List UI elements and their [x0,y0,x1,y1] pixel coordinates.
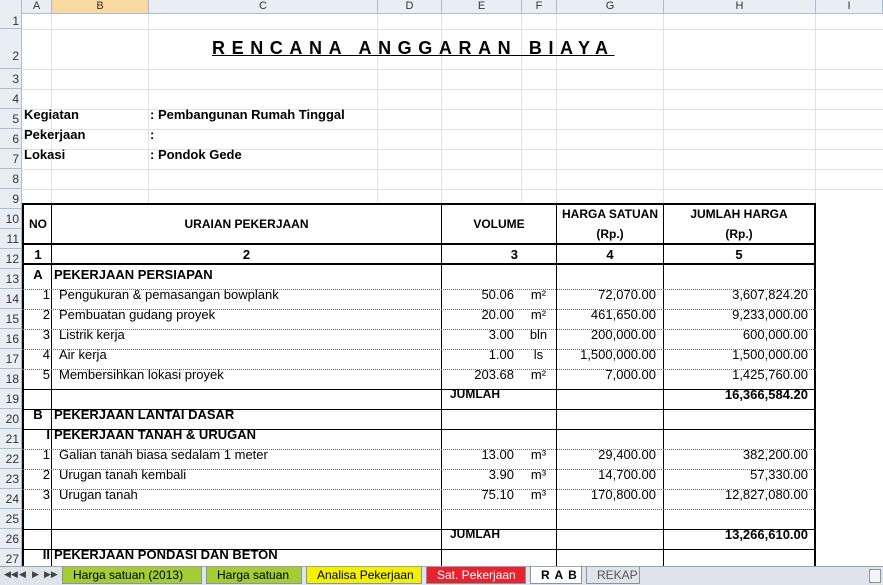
header-harga-satuan: HARGA SATUAN [562,207,658,221]
header-volume: VOLUME [473,217,525,231]
info-label-lokasi: Lokasi [24,147,66,162]
item-unit: m² [530,287,547,302]
table-border [814,203,816,567]
item-desc: Galian tanah biasa sedalam 1 meter [59,447,268,462]
item-total: 600,000.00 [742,327,808,342]
item-desc: Pengukuran & pemasangan bowplank [59,287,279,302]
column-header-bar [0,0,883,14]
item-no: 4 [42,347,50,362]
item-volume: 3.90 [488,467,514,482]
subtotal-label: JUMLAH [450,527,500,541]
row-header[interactable]: 27 [0,549,21,569]
item-unit: ls [533,347,544,362]
gridline [22,69,883,70]
subsection-title: PEKERJAAN TANAH & URUGAN [54,427,256,442]
col-header-h[interactable]: H [664,0,816,13]
col-header-i[interactable]: I [816,0,883,13]
row-header[interactable]: 3 [0,69,21,89]
item-unit: m³ [530,487,547,502]
gridline [22,189,883,190]
item-price: 461,650.00 [590,307,656,322]
col-header-b[interactable]: B [52,0,149,13]
item-price: 170,800.00 [590,487,656,502]
row-header[interactable]: 26 [0,529,21,549]
row-header[interactable]: 18 [0,369,21,389]
colnum-1: 1 [34,247,42,262]
subtotal-value: 13,266,610.00 [724,527,808,542]
table-border [22,243,816,245]
item-no: 3 [42,487,50,502]
row-header[interactable]: 1 [0,13,21,29]
item-no: 2 [42,307,50,322]
horizontal-scrollbar-icon[interactable] [869,569,881,583]
item-desc: Urugan tanah kembali [59,467,187,482]
item-price: 200,000.00 [590,327,656,342]
col-header-e[interactable]: E [442,0,522,13]
section-title: PEKERJAAN PERSIAPAN [54,267,213,282]
row-header[interactable]: 24 [0,489,21,509]
item-total: 1,500,000.00 [732,347,808,362]
item-desc: Membersihkan lokasi proyek [59,367,224,382]
item-no: 3 [42,327,50,342]
item-unit: bln [529,327,548,342]
gridline [22,169,883,170]
row-header[interactable]: 19 [0,389,21,409]
item-total: 9,233,000.00 [732,307,808,322]
row-header[interactable]: 4 [0,89,21,109]
row-separator [22,509,816,510]
item-desc: Air kerja [59,347,107,362]
item-volume: 20.00 [481,307,514,322]
row-header[interactable]: 13 [0,269,21,289]
header-no: NO [29,217,47,231]
row-header[interactable]: 9 [0,189,21,209]
row-header[interactable]: 25 [0,509,21,529]
row-header[interactable]: 14 [0,289,21,309]
row-header[interactable]: 2 [0,29,21,69]
colnum-4: 4 [606,247,614,262]
row-header[interactable]: 8 [0,169,21,189]
subtotal-label: JUMLAH [450,387,500,401]
sheet-tab-rab[interactable]: R A B [530,567,582,584]
gridline [22,89,883,90]
subsection-code: I [46,427,50,442]
info-value-pekerjaan: : [150,127,155,142]
item-unit: m² [530,307,547,322]
sheet-tab-bar [0,566,883,585]
item-price: 72,070.00 [598,287,656,302]
col-header-c[interactable]: C [149,0,378,13]
item-total: 3,607,824.20 [732,287,808,302]
last-sheet-icon[interactable]: ▶▶ [44,569,58,579]
sheet-tab-harga-satuan[interactable]: Harga satuan [206,567,302,584]
row-header[interactable]: 5 [0,109,21,129]
row-header[interactable]: 17 [0,349,21,369]
item-volume: 50.06 [481,287,514,302]
row-header[interactable]: 12 [0,249,21,269]
item-volume: 75.10 [481,487,514,502]
row-header[interactable]: 15 [0,309,21,329]
info-value-lokasi: : Pondok Gede [150,147,242,162]
row-header[interactable]: 23 [0,469,21,489]
colnum-2: 2 [242,247,251,262]
sheet-tab-harga-satuan-2013[interactable]: Harga satuan (2013) [62,567,202,584]
row-header[interactable]: 20 [0,409,21,429]
item-unit: m³ [530,447,547,462]
table-border [22,263,816,265]
item-no: 2 [42,467,50,482]
next-sheet-icon[interactable]: ▶ [32,569,39,579]
item-no: 1 [42,287,50,302]
row-header[interactable]: 16 [0,329,21,349]
subsection-code: II [42,547,50,562]
item-no: 1 [42,447,50,462]
sheet-tab-analisa-pekerjaan[interactable]: Analisa Pekerjaan [306,567,422,584]
info-value-kegiatan: : Pembangunan Rumah Tinggal [150,107,345,122]
header-jumlah-harga-unit: (Rp.) [725,227,753,241]
row-header[interactable]: 10 [0,209,21,229]
table-border [22,203,816,205]
item-desc: Pembuatan gudang proyek [59,307,216,322]
item-unit: m² [530,367,547,382]
item-price: 7,000.00 [605,367,656,382]
col-header-g[interactable]: G [557,0,664,13]
item-total: 57,330.00 [750,467,808,482]
item-volume: 203.68 [474,367,514,382]
row-header[interactable]: 22 [0,449,21,469]
subsection-title: PEKERJAAN PONDASI DAN BETON [54,547,278,562]
prev-sheet-icon[interactable]: ◀ [19,569,26,579]
item-price: 1,500,000.00 [580,347,656,362]
select-all-corner[interactable] [0,0,22,13]
item-total: 12,827,080.00 [724,487,808,502]
item-price: 29,400.00 [598,447,656,462]
sheet-tab-sat-pekerjaan[interactable]: Sat. Pekerjaan [426,567,526,584]
item-volume: 1.00 [488,347,514,362]
item-desc: Urugan tanah [59,487,138,502]
sheet-tab-rekap[interactable]: REKAP [586,567,640,584]
row-header-bar [0,13,22,567]
col-header-f[interactable]: F [522,0,557,13]
row-header[interactable]: 11 [0,229,21,249]
item-volume: 13.00 [481,447,514,462]
row-header[interactable]: 21 [0,429,21,449]
item-volume: 3.00 [488,327,514,342]
colnum-5: 5 [735,247,743,262]
header-harga-satuan-unit: (Rp.) [596,227,624,241]
item-desc: Listrik kerja [59,327,125,342]
info-label-kegiatan: Kegiatan [24,107,79,122]
header-jumlah-harga: JUMLAH HARGA [690,207,788,221]
item-total: 382,200.00 [742,447,808,462]
page-title: RENCANA ANGGARAN BIAYA [212,38,615,58]
worksheet-grid[interactable] [22,14,883,567]
item-price: 14,700.00 [598,467,656,482]
header-uraian: URAIAN PEKERJAAN [184,217,309,231]
section-code: A [33,267,43,282]
row-header[interactable]: 7 [0,149,21,169]
first-sheet-icon[interactable]: ◀◀ [4,569,18,579]
section-code: B [33,407,43,422]
item-no: 5 [42,367,50,382]
gridline [22,29,883,30]
col-header-a[interactable]: A [22,0,52,13]
item-unit: m³ [530,467,547,482]
colnum-3: 3 [510,247,518,262]
row-header[interactable]: 6 [0,129,21,149]
col-header-d[interactable]: D [378,0,442,13]
item-total: 1,425,760.00 [732,367,808,382]
section-title: PEKERJAAN LANTAI DASAR [54,407,235,422]
info-label-pekerjaan: Pekerjaan [24,127,86,142]
subtotal-value: 16,366,584.20 [724,387,808,402]
